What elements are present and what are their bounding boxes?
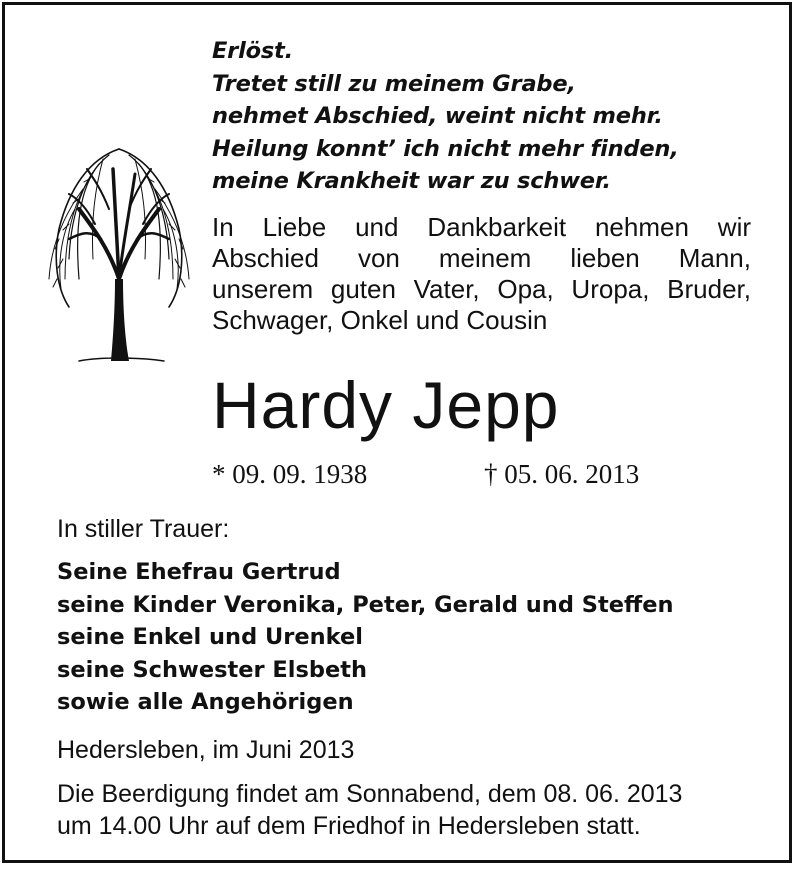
intro-line: In Liebe und Dankbarkeit nehmen wir: [212, 212, 751, 242]
mourners-list: [57, 556, 674, 719]
mourner-item: seine Schwester Elsbeth: [57, 656, 368, 683]
verse-line: Heilung konnt’ ich nicht mehr finden,: [212, 135, 679, 162]
intro-line: Abschied von meinem lieben Mann,: [212, 243, 751, 273]
verse-line: Tretet still zu meinem Grabe,: [212, 70, 576, 97]
mourner-item: sowie alle Angehörigen: [57, 689, 354, 715]
death-date: † 05. 06. 2013: [484, 459, 640, 489]
funeral-line: Die Beerdigung findet am Sonnabend, dem 08. 06. 2013: [57, 780, 683, 808]
intro-line: unserem guten Vater, Opa, Uropa, Bruder,: [212, 274, 751, 304]
verse-line: meine Krankheit war zu schwer.: [212, 168, 611, 194]
intro-line: Schwager, Onkel und Cousin: [212, 305, 548, 335]
memorial-verse: [212, 35, 772, 198]
funeral-info: [57, 778, 682, 842]
birth-date: * 09. 09. 1938: [212, 459, 368, 489]
verse-line: nehmet Abschied, weint nicht mehr.: [212, 103, 663, 129]
place-date: Hedersleben, im Juni 2013: [57, 736, 355, 764]
obituary-notice: [2, 2, 792, 863]
mourner-item: seine Kinder Veronika, Peter, Gerald und Steffen: [57, 591, 674, 618]
intro-text: [212, 212, 751, 336]
verse-line: Erlöst.: [212, 38, 293, 64]
mourner-item: Seine Ehefrau Gertrud: [57, 559, 341, 585]
deceased-name: Hardy Jepp: [212, 368, 560, 442]
mourner-item: seine Enkel und Urenkel: [57, 624, 363, 650]
funeral-line: um 14.00 Uhr auf dem Friedhof in Hedersleben statt.: [57, 812, 641, 840]
weeping-willow-tree-icon: [39, 129, 199, 369]
mourning-label: In stiller Trauer:: [57, 515, 230, 543]
